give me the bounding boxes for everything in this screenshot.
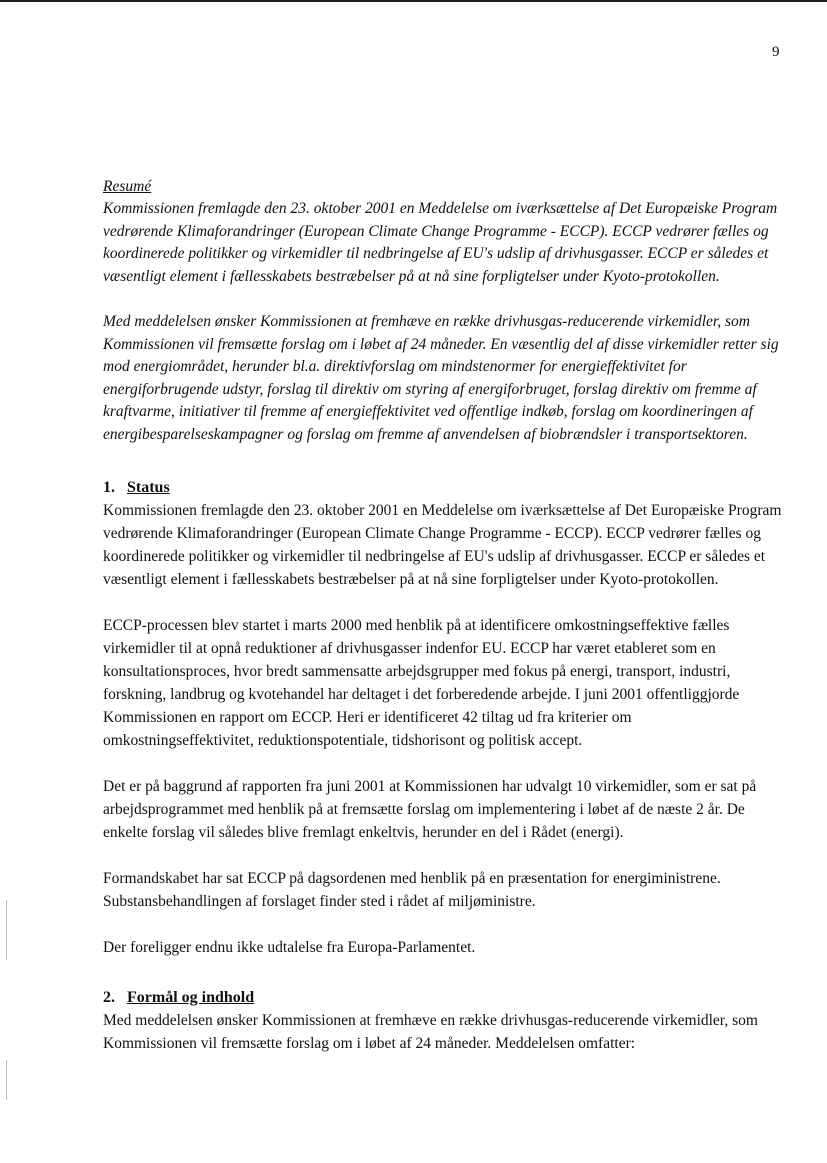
resume-paragraph: Kommissionen fremlagde den 23. oktober 2001 en Meddelelse om iværksættelse af Det Europæiske Program vedrørende Klimaforandringer (European Climate Change Programme - ECCP). ECCP vedrører fælles og koordinerede politikker og virkemidler til nedbringelse af EU's udslip af drivhusgasser. ECCP er således et væsentligt element i fællesskabets bestræbelser på at nå sine forpligtelser under Kyoto-protokollen. bbox=[103, 200, 778, 285]
document-body bbox=[103, 176, 785, 1055]
resume-heading: Resumé bbox=[103, 178, 152, 195]
section-heading-status bbox=[103, 476, 785, 499]
section-title: Status bbox=[127, 479, 170, 496]
body-paragraph: Det er på baggrund af rapporten fra juni 2001 at Kommissionen har udvalgt 10 virkemidler, som er sat på arbejdsprogrammet med henblik på at fremsætte forslag om implementering i løbet af de næste 2 år. De enkelte forslag vil således blive fremlagt enkeltvis, herunder en del i Rådet (energi). bbox=[103, 778, 757, 841]
body-paragraph: Formandskabet har sat ECCP på dagsordenen med henblik på en præsentation for energiministrene. Substansbehandlingen af forslaget finder sted i rådet af miljøministre. bbox=[103, 870, 721, 910]
section-title: Formål og indhold bbox=[127, 989, 255, 1006]
body-paragraph: Der foreligger endnu ikke udtalelse fra Europa-Parlamentet. bbox=[103, 939, 476, 956]
scan-edge-mark bbox=[6, 900, 7, 960]
resume-paragraph: Med meddelelsen ønsker Kommissionen at fremhæve en række drivhusgas-reducerende virkemidler, som Kommissionen vil fremsætte forslag om i løbet af 24 måneder. En væsentlig del af disse virkemidler retter sig mod energiområdet, herunder bl.a. direktivforslag om mindstenormer for energieffektivitet for energiforbrugende udstyr, forslag til direktiv om styring af energiforbruget, forslag direktiv om fremme af kraftvarme, initiativer til fremme af energieffektivitet ved offentlige indkøb, forslag om koordineringen af energibesparelseskampagner og forslag om fremme af anvendelsen af biobrændsler i transportsektoren. bbox=[103, 313, 779, 443]
body-paragraph: ECCP-processen blev startet i marts 2000 med henblik på at identificere omkostningseffektive fælles virkemidler til at opnå reduktioner af drivhusgasser indenfor EU. ECCP har været etableret som en konsultationsproces, hvor bredt sammensatte arbejdsgrupper med fokus på energi, transport, industri, forskning, landbrug og kvotehandel har deltaget i det forberedende arbejde. I juni 2001 offentliggjorde Kommissionen en rapport om ECCP. Heri er identificeret 42 tiltag ud fra kriterier om omkostningseffektivitet, reduktionspotentiale, tidshorisont og politisk accept. bbox=[103, 617, 740, 749]
body-paragraph: Kommissionen fremlagde den 23. oktober 2001 en Meddelelse om iværksættelse af Det Europæiske Program vedrørende Klimaforandringer (European Climate Change Programme - ECCP). ECCP vedrører fælles og koordinerede politikker og virkemidler til nedbringelse af EU's udslip af drivhusgasser. ECCP er således et væsentligt element i fællesskabets bestræbelser på at nå sine forpligtelser under Kyoto-protokollen. bbox=[103, 502, 782, 588]
page-number: 9 bbox=[772, 44, 780, 60]
section-heading-formaal bbox=[103, 986, 785, 1009]
body-paragraph: Med meddelelsen ønsker Kommissionen at fremhæve en række drivhusgas-reducerende virkemidler, som Kommissionen vil fremsætte forslag om i løbet af 24 måneder. Meddelelsen omfatter: bbox=[103, 1012, 758, 1052]
section-number: 1. bbox=[103, 479, 115, 496]
scan-edge-mark bbox=[6, 1060, 7, 1100]
top-border-rule bbox=[0, 0, 827, 2]
section-number: 2. bbox=[103, 989, 115, 1006]
